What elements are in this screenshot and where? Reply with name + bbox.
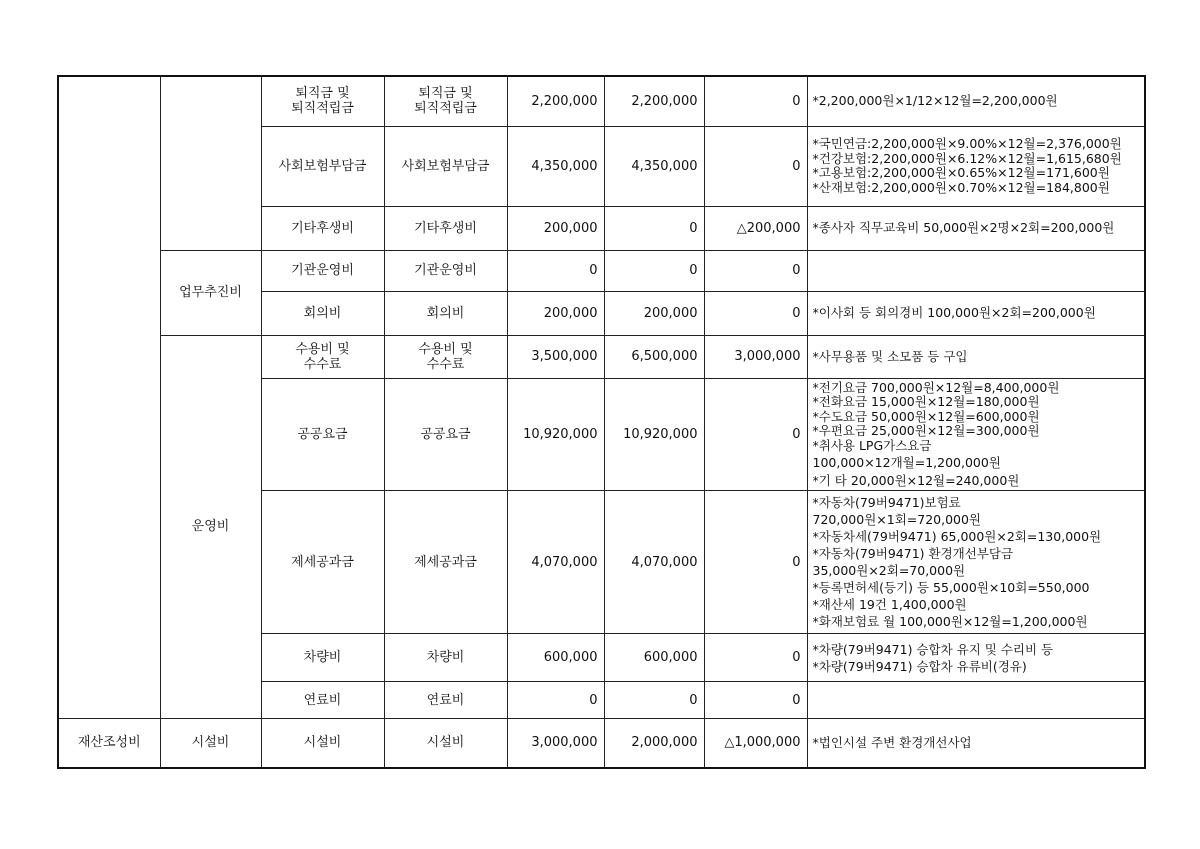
subcategory-cell: 수용비 및 수수료 [261, 335, 384, 378]
note-cell: *법인시설 주변 환경개선사업 [807, 719, 1145, 768]
curr-budget-cell: 600,000 [604, 634, 704, 682]
prev-budget-cell: 10,920,000 [507, 378, 604, 491]
table-row [58, 76, 1145, 126]
item-cell: 시설비 [384, 719, 507, 768]
curr-budget-cell: 0 [604, 682, 704, 719]
subcategory-cell: 기관운영비 [261, 250, 384, 291]
diff-cell: 0 [704, 291, 807, 335]
note-cell [807, 682, 1145, 719]
diff-cell: 0 [704, 250, 807, 291]
item-cell: 차량비 [384, 634, 507, 682]
item-cell: 퇴직금 및 퇴직적립금 [384, 76, 507, 126]
note-cell: *차량(79버9471) 승합차 유지 및 수리비 등 *차량(79버9471) 승합차 유류비(경유) [807, 634, 1145, 682]
group-cell: 업무추진비 [160, 250, 261, 335]
subcategory-cell: 퇴직금 및 퇴직적립금 [261, 76, 384, 126]
curr-budget-cell: 2,200,000 [604, 76, 704, 126]
diff-cell: △200,000 [704, 206, 807, 250]
subcategory-cell: 시설비 [261, 719, 384, 768]
item-cell: 연료비 [384, 682, 507, 719]
note-cell: *전기요금 700,000원×12월=8,400,000원 *전화요금 15,000원×12월=180,000원 *수도요금 50,000원×12월=600,000원 *우편요금 25,000원×12월=300,000원 *취사용 LPG가스요금 100,000×12개월=1,200,000원 *기 타 20,000원×12월=240,000원 [807, 378, 1145, 491]
prev-budget-cell: 200,000 [507, 206, 604, 250]
category-cell [58, 76, 160, 719]
subcategory-cell: 기타후생비 [261, 206, 384, 250]
curr-budget-cell: 10,920,000 [604, 378, 704, 491]
item-cell: 수용비 및 수수료 [384, 335, 507, 378]
diff-cell: 0 [704, 76, 807, 126]
item-cell: 제세공과금 [384, 491, 507, 634]
note-cell: *종사자 직무교육비 50,000원×2명×2회=200,000원 [807, 206, 1145, 250]
budget-table [57, 75, 1146, 769]
diff-cell: 0 [704, 126, 807, 206]
diff-cell: 0 [704, 682, 807, 719]
note-cell: *자동차(79버9471)보험료 720,000원×1회=720,000원 *자동차세(79버9471) 65,000원×2회=130,000원 *자동차(79버9471) 환경개선부담금 35,000원×2회=70,000원 *등록면허세(등기) 등 55,000원×10회=550,000 *재산세 19건 1,400,000원 *화재보험료 월 100,000원×12월=1,200,000원 [807, 491, 1145, 634]
curr-budget-cell: 0 [604, 206, 704, 250]
note-cell: *국민연금:2,200,000원×9.00%×12월=2,376,000원 *건강보험:2,200,000원×6.12%×12월=1,615,680원 *고용보험:2,200,000원×0.65%×12월=171,600원 *산재보험:2,200,000원×0.70%×12월=184,800원 [807, 126, 1145, 206]
table-row [58, 250, 1145, 291]
item-cell: 기관운영비 [384, 250, 507, 291]
curr-budget-cell: 200,000 [604, 291, 704, 335]
prev-budget-cell: 3,500,000 [507, 335, 604, 378]
curr-budget-cell: 4,350,000 [604, 126, 704, 206]
subcategory-cell: 차량비 [261, 634, 384, 682]
item-cell: 기타후생비 [384, 206, 507, 250]
curr-budget-cell: 6,500,000 [604, 335, 704, 378]
diff-cell: 0 [704, 634, 807, 682]
curr-budget-cell: 4,070,000 [604, 491, 704, 634]
item-cell: 회의비 [384, 291, 507, 335]
subcategory-cell: 회의비 [261, 291, 384, 335]
group-cell: 운영비 [160, 335, 261, 719]
prev-budget-cell: 200,000 [507, 291, 604, 335]
prev-budget-cell: 4,350,000 [507, 126, 604, 206]
diff-cell: △1,000,000 [704, 719, 807, 768]
diff-cell: 0 [704, 491, 807, 634]
diff-cell: 3,000,000 [704, 335, 807, 378]
prev-budget-cell: 4,070,000 [507, 491, 604, 634]
curr-budget-cell: 0 [604, 250, 704, 291]
note-cell: *2,200,000원×1/12×12월=2,200,000원 [807, 76, 1145, 126]
prev-budget-cell: 600,000 [507, 634, 604, 682]
note-cell [807, 250, 1145, 291]
prev-budget-cell: 0 [507, 682, 604, 719]
subcategory-cell: 연료비 [261, 682, 384, 719]
table-row [58, 719, 1145, 768]
prev-budget-cell: 0 [507, 250, 604, 291]
group-cell [160, 76, 261, 250]
prev-budget-cell: 3,000,000 [507, 719, 604, 768]
diff-cell: 0 [704, 378, 807, 491]
group-cell: 시설비 [160, 719, 261, 768]
prev-budget-cell: 2,200,000 [507, 76, 604, 126]
subcategory-cell: 사회보험부담금 [261, 126, 384, 206]
item-cell: 사회보험부담금 [384, 126, 507, 206]
subcategory-cell: 공공요금 [261, 378, 384, 491]
item-cell: 공공요금 [384, 378, 507, 491]
category-cell: 재산조성비 [58, 719, 160, 768]
note-cell: *사무용품 및 소모품 등 구입 [807, 335, 1145, 378]
table-row [58, 335, 1145, 378]
curr-budget-cell: 2,000,000 [604, 719, 704, 768]
note-cell: *이사회 등 회의경비 100,000원×2회=200,000원 [807, 291, 1145, 335]
subcategory-cell: 제세공과금 [261, 491, 384, 634]
